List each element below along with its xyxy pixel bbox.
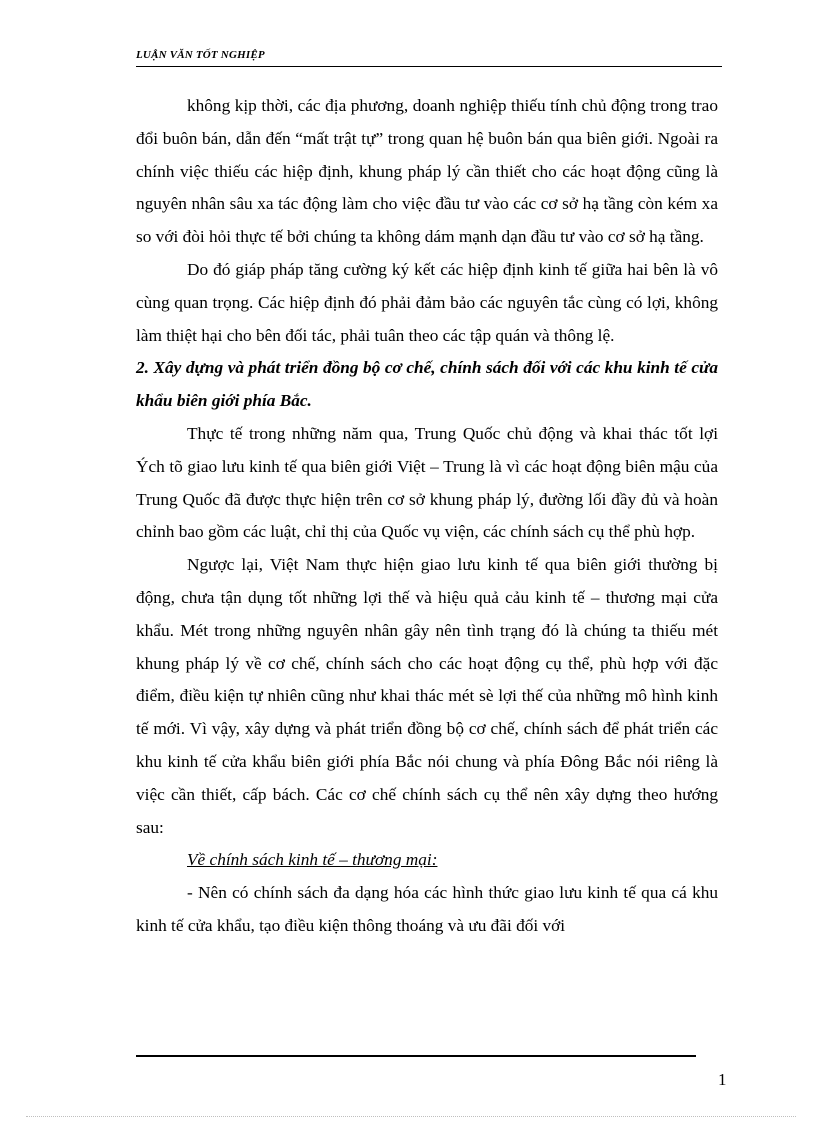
paragraph-3: Thực tế trong những năm qua, Trung Quốc chủ động và khai thác tốt lợi Ých tõ giao lưu kinh tế qua biên giới Việt – Trung là vì các hoạt động biên mậu của Trung Quốc đã được thực hiện trên cơ sở khung pháp lý, đường lối đầy đủ và hoàn chỉnh bao gồm các luật, chỉ thị của Quốc vụ viện, các chính sách cụ thể phù hợp. [136, 423, 718, 542]
paragraph-1: không kịp thời, các địa phương, doanh nghiệp thiếu tính chủ động trong trao đổi buôn bán, dẫn đến “mất trật tự” trong quan hệ buôn bán qua biên giới. Ngoài ra chính việc thiếu các hiệp định, khung pháp lý cần thiết cho các hoạt động cũng là nguyên nhân sâu xa tác động làm cho việc đầu tư vào các cơ sở hạ tầng còn kém xa so với đòi hỏi thực tế bởi chúng ta không dám mạnh dạn đầu tư vào cơ sở hạ tầng. [136, 96, 718, 247]
header-divider [136, 66, 722, 67]
page-bottom-edge [26, 1116, 796, 1117]
paragraph-2: Do đó giáp pháp tăng cường ký kết các hiệp định kinh tế giữa hai bên là vô cùng quan trọng. Các hiệp định đó phải đảm bảo các nguyên tắc cùng có lợi, không làm thiệt hại cho bên đối tác, phải tuân theo các tập quán và thông lệ. [136, 259, 718, 345]
section-heading: 2. Xây dựng và phát triển đồng bộ cơ chế, chính sách đối với các khu kinh tế cửa khẩu biên giới phía Bắc. [136, 358, 718, 411]
paragraph-4: Ngược lại, Việt Nam thực hiện giao lưu kinh tế qua biên giới thường bị động, chưa tận dụng tốt những lợi thế và hiệu quả cảu kinh tế – thương mại cửa khẩu. Mét trong những nguyên nhân gây nên tình trạng đó là chúng ta thiếu mét khung pháp lý về cơ chế, chính sách cho các hoạt động cụ thể, phù hợp với đặc điểm, điều kiện tự nhiên cũng như khai thác mét sè lợi thế của những mô hình kinh tế mới. Vì vậy, xây dựng và phát triển đồng bộ cơ chế, chính sách để phát triển các khu kinh tế cửa khẩu biên giới phía Bắc nói chung và phía Đông Bắc nói riêng là việc cần thiết, cấp bách. Các cơ chế chính sách cụ thể nên xây dựng theo hướng sau: [136, 555, 718, 837]
footer-divider [136, 1055, 696, 1057]
paragraph-5: - Nên có chính sách đa dạng hóa các hình thức giao lưu kinh tế qua cá khu kinh tế cửa khẩu, tạo điều kiện thông thoáng và ưu đãi đối với [136, 883, 718, 935]
page-content [136, 90, 718, 943]
running-header: LUẬN VĂN TỐT NGHIỆP [136, 49, 265, 61]
page-number: 1 [718, 1070, 727, 1089]
subsection-heading: Về chính sách kinh tế – thương mại: [187, 850, 438, 870]
